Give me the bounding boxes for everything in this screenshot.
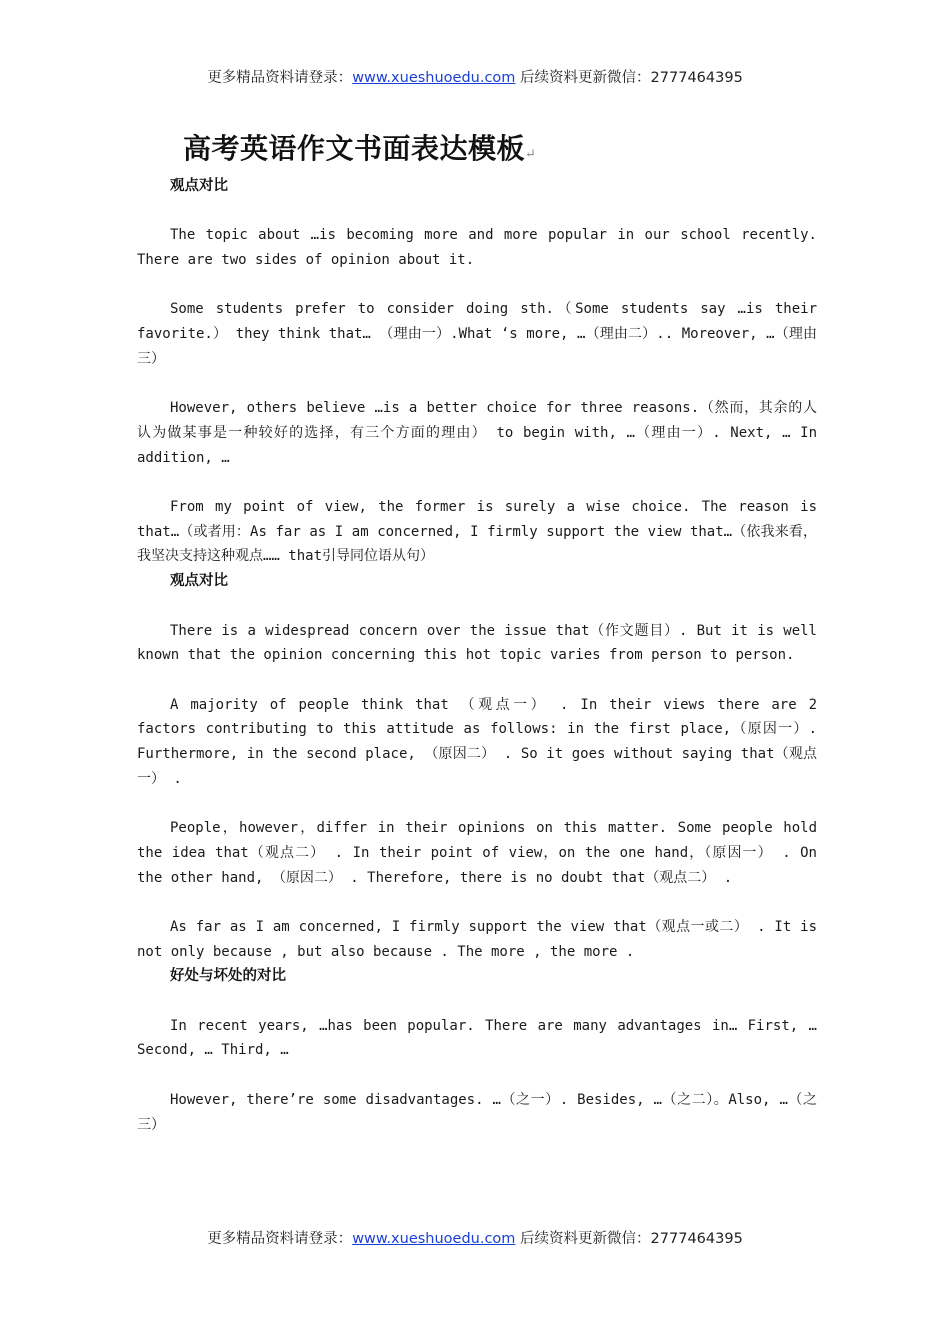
paragraph: A majority of people think that （观点一） . In their views there are 2 factors contributing to this attitude as follows: in the first place,（原因一）. Furthermore, in the second place, （原因二） . So it goes without saying that（观点一） .	[137, 696, 817, 787]
paragraph: Some students prefer to consider doing sth.（Some students say …is their favorite.） they think that… （理由一）.What ‘s more, …（理由二）.. Moreover, …（理由三）	[137, 301, 817, 367]
header-prefix: 更多精品资料请登录：	[207, 70, 353, 86]
document-body	[137, 174, 817, 1137]
paragraph: The topic about …is becoming more and more popular in our school recently. There are two sides of opinion about it.	[137, 227, 817, 269]
header-website-link[interactable]: www.xueshuoedu.com	[352, 70, 516, 86]
paragraph: From my point of view, the former is surely a wise choice. The reason is that…（或者用：As far as I am concerned, I firmly support the view that…（依我来看，我坚决支持这种观点…… that引导同位语从句）	[137, 499, 817, 565]
footer-prefix: 更多精品资料请登录：	[207, 1231, 353, 1247]
paragraph: However, there’re some disadvantages. …（之一）. Besides, …（之二）。Also, …（之三）	[137, 1091, 817, 1133]
footer-website-link[interactable]: www.xueshuoedu.com	[352, 1231, 516, 1247]
page-header	[0, 66, 950, 87]
footer-suffix: 后续资料更新微信：2777464395	[515, 1231, 743, 1247]
header-suffix: 后续资料更新微信：2777464395	[515, 70, 743, 86]
document-title-text: 高考英语作文书面表达模板	[183, 132, 526, 165]
paragraph: There is a widespread concern over the issue that（作文题目）. But it is well known that the opinion concerning this hot topic varies from person to person.	[137, 622, 817, 664]
paragraph: However, others believe …is a better choice for three reasons.（然而，其余的人认为做某事是一种较好的选择，有三个方面的理由） to begin with, …（理由一）. Next, … In addition, …	[137, 400, 817, 466]
paragraph: In recent years, …has been popular. There are many advantages in… First, … Second, … Third, …	[137, 1017, 817, 1059]
paragraph-mark-icon: ↵	[525, 147, 537, 162]
section-heading: 观点对比	[170, 178, 228, 194]
page-footer	[0, 1227, 950, 1248]
section-heading: 观点对比	[170, 573, 228, 590]
document-title	[183, 127, 536, 167]
paragraph: As far as I am concerned, I firmly support the view that（观点一或二） . It is not only because , but also because . The more , the more .	[137, 918, 817, 960]
section-heading: 好处与坏处的对比	[170, 968, 286, 985]
paragraph: People，however，differ in their opinions on this matter. Some people hold the idea that（观点二） . In their point of view，on the one hand，（原因一） . On the other hand, （原因二） . Therefore, there is no doubt that（观点二） .	[137, 820, 817, 886]
